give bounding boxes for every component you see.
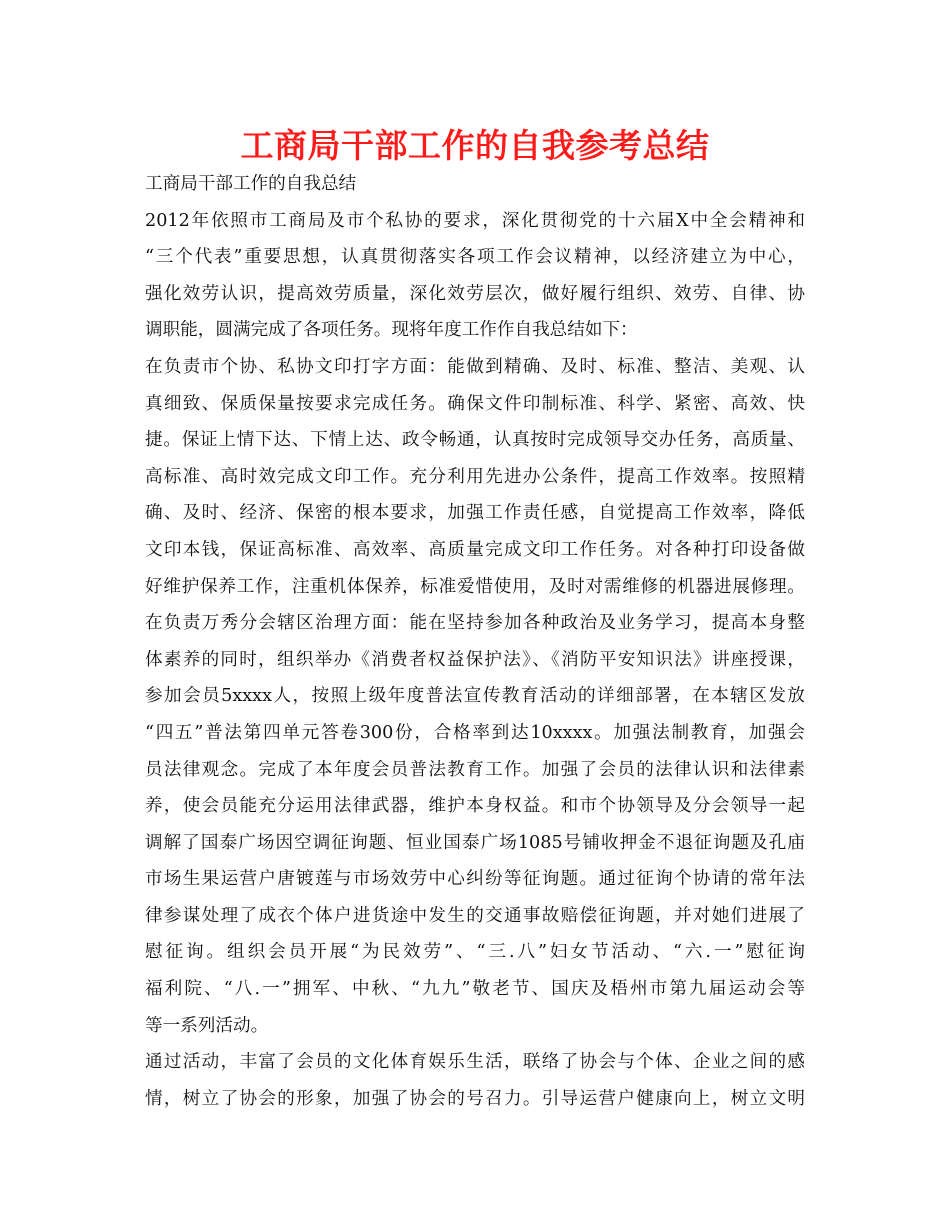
body-line: 调职能，圆满完成了各项任务。现将年度工作作自我总结如下： — [145, 320, 638, 341]
subtitle-line: 工商局干部工作的自我总结 — [145, 174, 357, 194]
body-line: 员法律观念。完成了本年度会员普法教育工作。加强了会员的法律认识和法律素 — [145, 759, 805, 780]
body-line: 在负责万秀分会辖区治理方面：能在坚持参加各种政治及业务学习，提高本身整 — [145, 613, 805, 634]
body-line: 参加会员5xxxx人，按照上级年度普法宣传教育活动的详细部署，在本辖区发放 — [145, 686, 805, 707]
body-line: 养，使会员能充分运用法律武器，维护本身权益。和市个协领导及分会领导一起 — [145, 796, 805, 817]
body-line: “四五”普法第四单元答卷300份，合格率到达10xxxx。加强法制教育，加强会 — [145, 722, 805, 743]
body-line: 确、及时、经济、保密的根本要求，加强工作责任感，自觉提高工作效率，降低 — [145, 503, 805, 524]
body-line: 福利院、“八.一”拥军、中秋、“九九”敬老节、国庆及梧州市第九届运动会等 — [145, 979, 805, 1000]
body-line: 捷。保证上情下达、下情上达、政令畅通，认真按时完成领导交办任务，高质量、 — [145, 430, 805, 451]
body-line: 调解了国泰广场因空调征询题、恒业国泰广场1085号铺收押金不退征询题及孔庙 — [145, 832, 805, 853]
body-line: 律参谋处理了成衣个体户进货途中发生的交通事故赔偿征询题，并对她们进展了 — [145, 905, 805, 926]
body-line: “三个代表”重要思想，认真贯彻落实各项工作会议精神，以经济建立为中心， — [145, 247, 805, 268]
body-line: 慰征询。组织会员开展“为民效劳”、“三.八”妇女节活动、“六.一”慰征询 — [145, 942, 805, 963]
body-line: 通过活动，丰富了会员的文化体育娱乐生活，联络了协会与个体、企业之间的感 — [145, 1052, 805, 1073]
body-line: 好维护保养工作，注重机体保养，标准爱惜使用，及时对需维修的机器进展修理。 — [145, 576, 805, 597]
document-body — [145, 166, 805, 1117]
body-line: 在负责市个协、私协文印打字方面：能做到精确、及时、标准、整洁、美观、认 — [145, 356, 805, 377]
body-line: 等一系列活动。 — [145, 1015, 269, 1036]
body-line: 文印本钱，保证高标准、高效率、高质量完成文印工作任务。对各种打印设备做 — [145, 539, 805, 560]
body-line: 体素养的同时，组织举办《消费者权益保护法》、《消防平安知识法》讲座授课， — [145, 649, 805, 670]
body-line: 情，树立了协会的形象，加强了协会的号召力。引导运营户健康向上，树立文明 — [145, 1088, 805, 1109]
body-line: 2012年依照市工商局及市个私协的要求，深化贯彻党的十六届X中全会精神和 — [145, 210, 805, 231]
body-line: 真细致、保质保量按要求完成任务。确保文件印制标准、科学、紧密、高效、快 — [145, 393, 805, 414]
body-line: 市场生果运营户唐镀莲与市场效劳中心纠纷等征询题。通过征询个协请的常年法 — [145, 869, 805, 890]
body-line: 强化效劳认识，提高效劳质量，深化效劳层次，做好履行组织、效劳、自律、协 — [145, 283, 805, 304]
document-title: 工商局干部工作的自我参考总结 — [240, 126, 710, 165]
body-line: 高标准、高时效完成文印工作。充分利用先进办公条件，提高工作效率。按照精 — [145, 466, 805, 487]
